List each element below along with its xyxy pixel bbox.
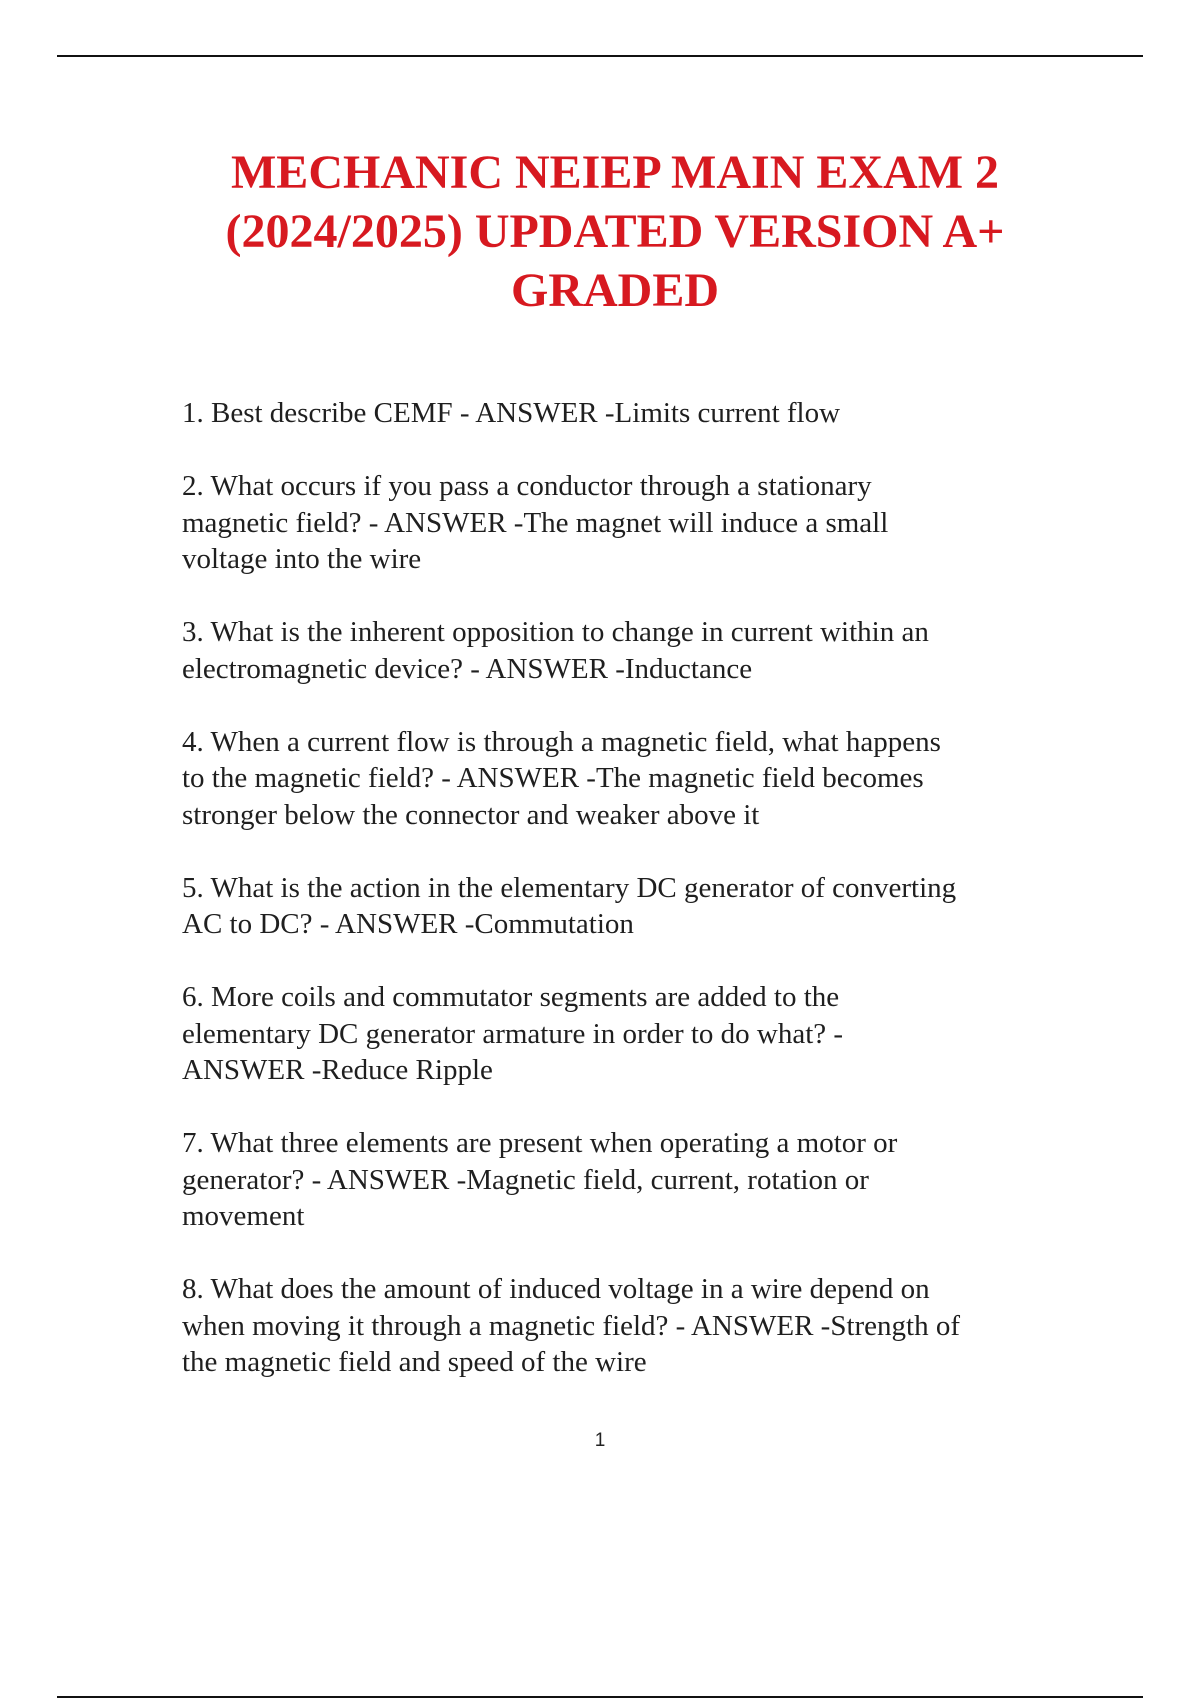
question-3 [182,614,1062,687]
question-8-line-1: 8. What does the amount of induced voltage in a wire depend on [182,1273,930,1305]
top-rule [57,55,1143,57]
question-1 [182,395,1062,432]
document-title [150,143,1080,320]
title-line-3: GRADED [510,264,719,317]
question-7-line-3: movement [182,1200,305,1232]
question-6-line-3: ANSWER -Reduce Ripple [182,1054,493,1086]
question-4 [182,724,1062,834]
question-2 [182,468,1062,578]
bottom-rule [57,1696,1143,1698]
page-number: 1 [594,1430,606,1451]
title-line-2: (2024/2025) UPDATED VERSION A+ [225,205,1005,258]
question-8-line-3: the magnetic field and speed of the wire [182,1346,647,1378]
question-7-line-1: 7. What three elements are present when operating a motor or [182,1127,898,1159]
question-7-line-2: generator? - ANSWER -Magnetic field, current, rotation or [182,1163,869,1196]
title-line-1: MECHANIC NEIEP MAIN EXAM 2 [231,146,999,199]
question-6-line-1: 6. More coils and commutator segments are added to the [182,981,840,1013]
question-4-line-1: 4. When a current flow is through a magnetic field, what happens [182,725,941,758]
question-3-line-1: 3. What is the inherent opposition to change in current within an [182,616,929,648]
question-2-line-2: magnetic field? - ANSWER -The magnet will induce a small [182,506,889,539]
question-2-line-1: 2. What occurs if you pass a conductor through a stationary [182,470,872,502]
question-list [182,395,1062,1417]
question-3-line-2: electromagnetic device? - ANSWER -Inductance [182,652,753,685]
question-8-line-2: when moving it through a magnetic field? - ANSWER -Strength of [182,1309,961,1342]
question-4-line-2: to the magnetic field? - ANSWER -The magnetic field becomes [182,762,924,794]
question-5-line-2: AC to DC? - ANSWER -Commutation [182,908,634,940]
question-5 [182,870,1062,943]
question-4-line-3: stronger below the connector and weaker above it [182,798,760,831]
question-1-line-1: 1. Best describe CEMF - ANSWER -Limits current flow [182,397,841,429]
question-8 [182,1271,1062,1381]
question-6-line-2: elementary DC generator armature in order to do what? - [182,1017,844,1050]
question-7 [182,1125,1062,1235]
question-5-line-1: 5. What is the action in the elementary DC generator of converting [182,871,957,904]
question-6 [182,979,1062,1089]
question-2-line-3: voltage into the wire [182,543,422,575]
